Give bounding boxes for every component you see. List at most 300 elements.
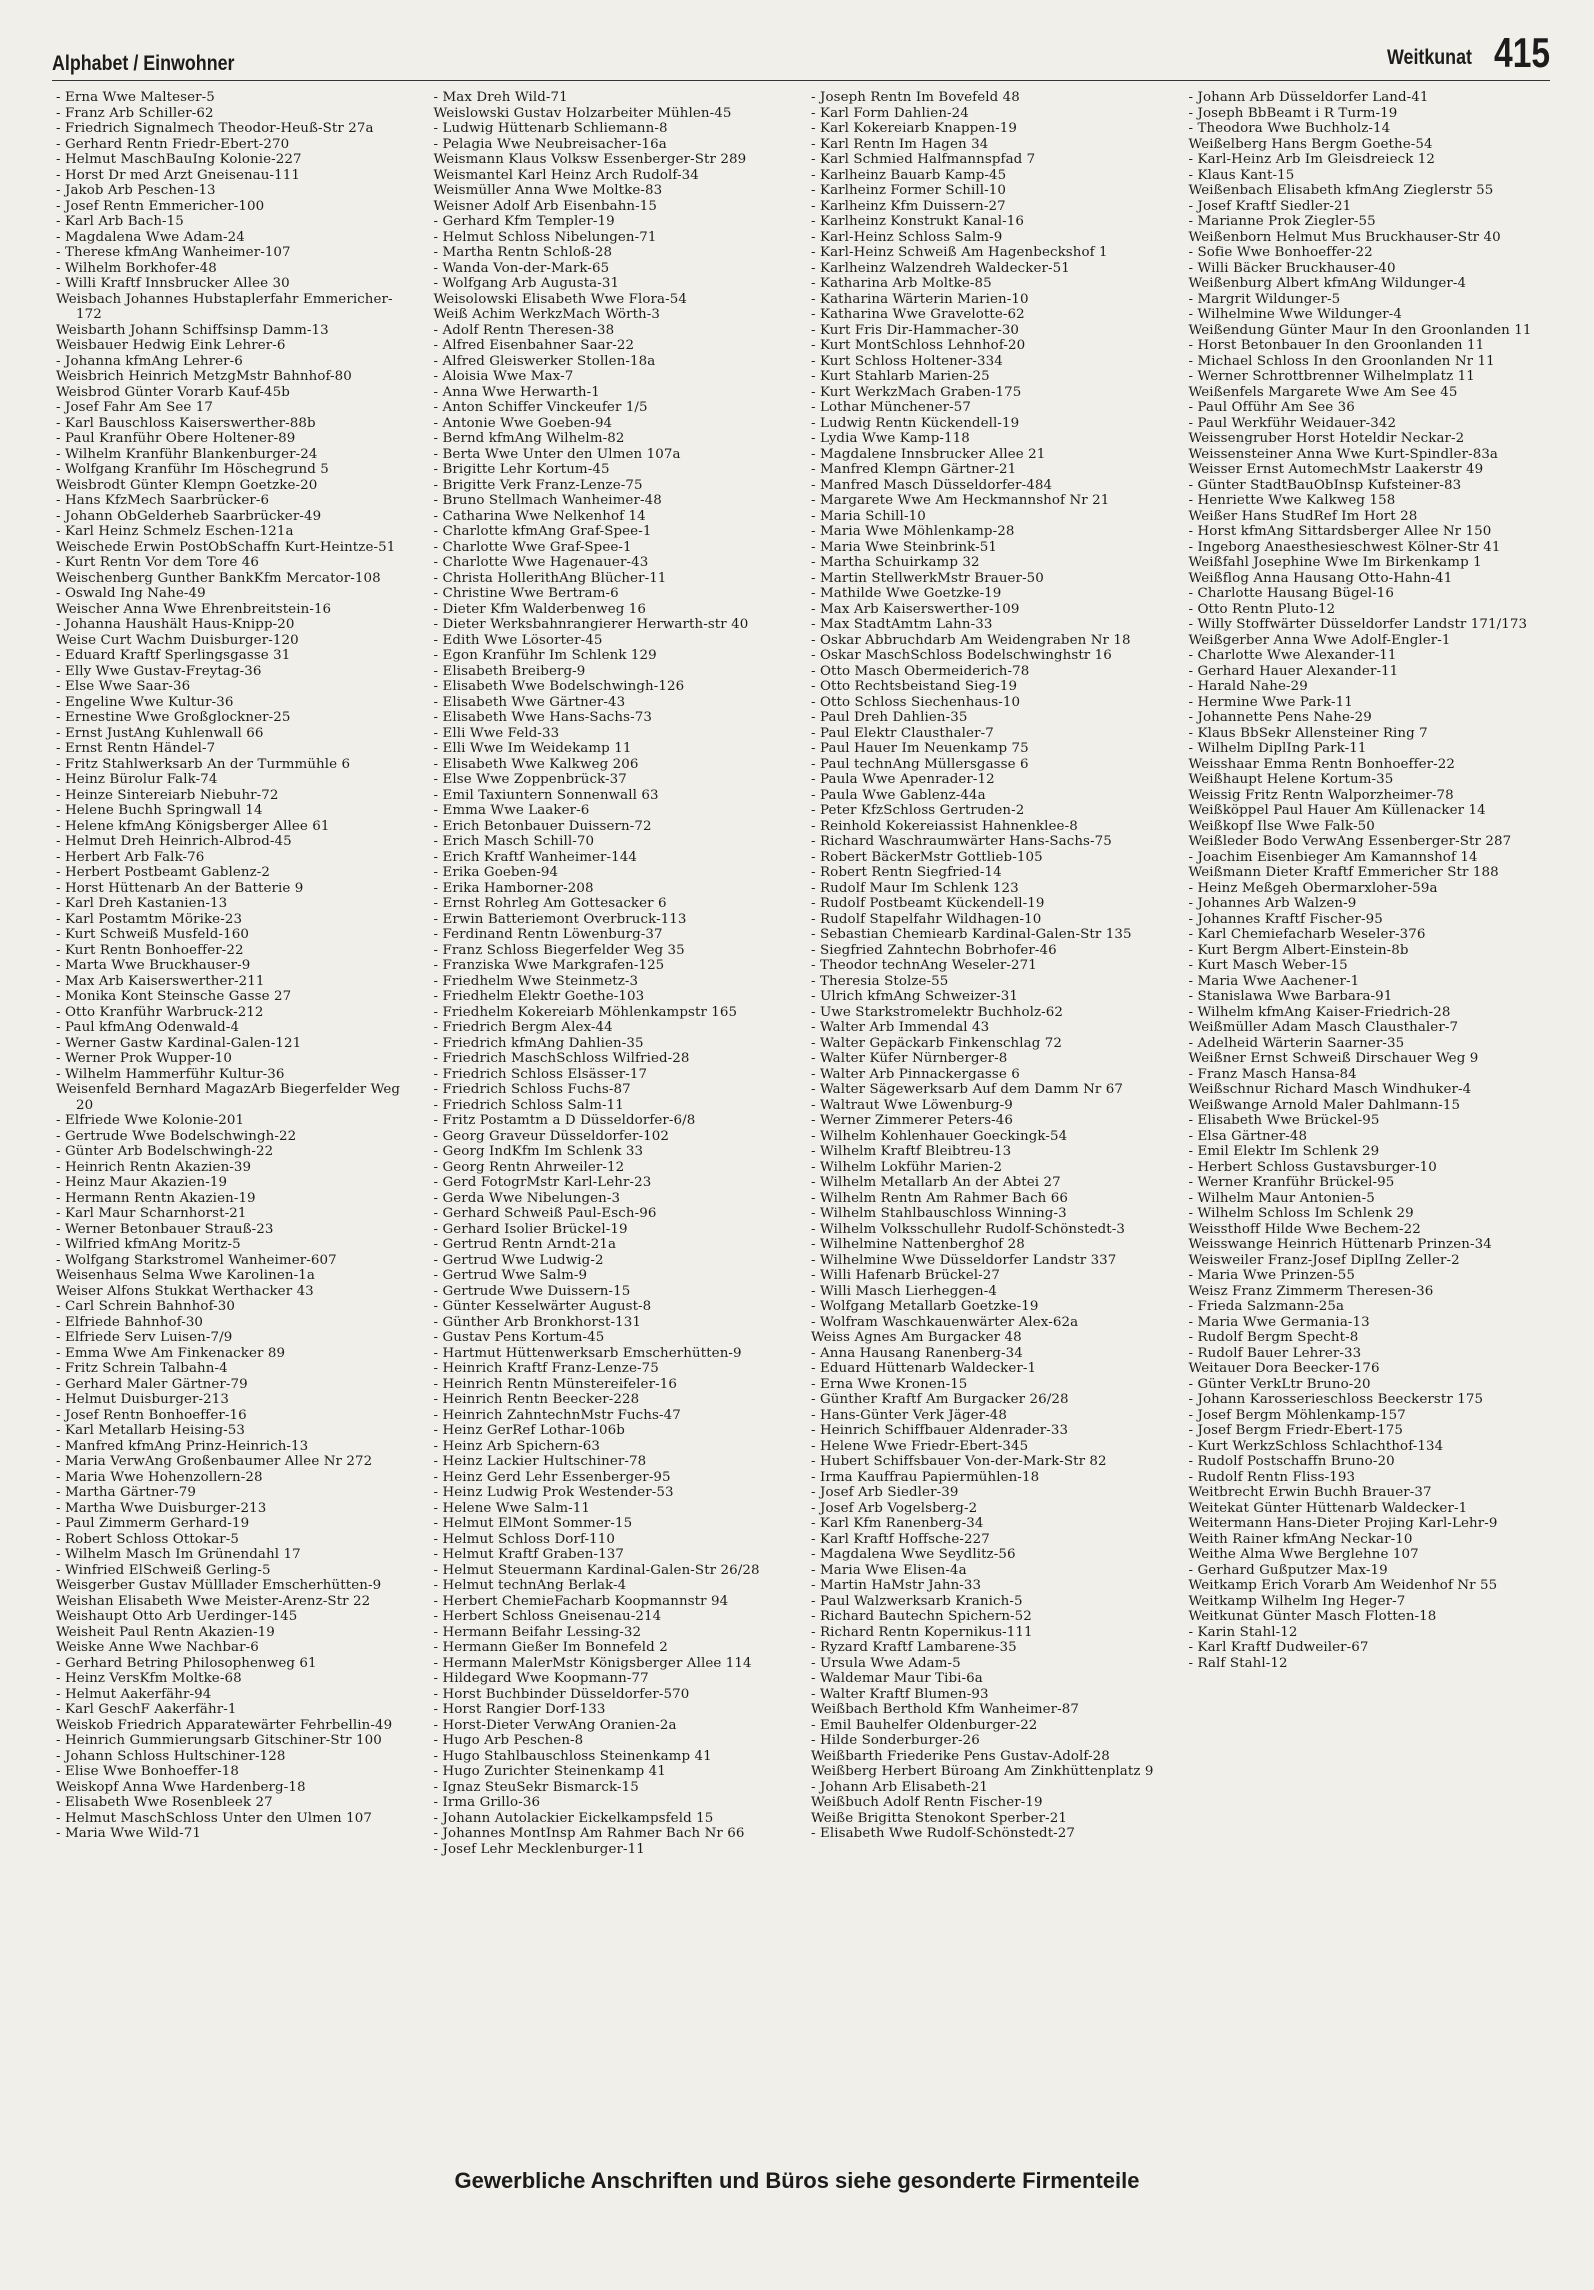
directory-entry: - Heinrich Rentn Akazien-39	[56, 1159, 252, 1175]
directory-entry: - Else Wwe Saar-36	[56, 679, 191, 694]
directory-entry: - Walter Sägewerksarb Auf dem Damm Nr 67	[811, 1082, 1123, 1097]
directory-entry: - Friedhelm Elektr Goethe-103	[433, 989, 645, 1004]
directory-entry: - Katharina Wärterin Marien-10	[811, 291, 1029, 307]
directory-entry: - Heinrich Schiffbauer Aldenrader-33	[811, 1423, 1069, 1438]
directory-entry: Weitkamp Erich Vorarb Am Weidenhof Nr 55	[1188, 1578, 1498, 1593]
directory-entry: - Paul Kranführ Obere Holtener-89	[56, 431, 296, 446]
directory-entry: Weissthoff Hilde Wwe Bechem-22	[1188, 1221, 1421, 1237]
directory-entry: - Waltraut Wwe Löwenburg-9	[811, 1097, 1013, 1113]
directory-entry: - Heinrich ZahntechnMstr Fuchs-47	[433, 1407, 681, 1423]
directory-entry: - Fritz Schrein Talbahn-4	[56, 1361, 228, 1376]
directory-entry: - Martha Rentn Schloß-28	[433, 245, 613, 260]
directory-entry: - Karlheinz Walzendreh Waldecker-51	[811, 260, 1070, 276]
directory-entry: - Dieter Kfm Walderbenweg 16	[433, 601, 647, 617]
directory-entry: Weitkamp Wilhelm Ing Heger-7	[1188, 1593, 1406, 1609]
directory-entry: Weisshaar Emma Rentn Bonhoeffer-22	[1188, 756, 1456, 772]
directory-entry: - Karl Arb Bach-15	[56, 214, 184, 229]
directory-entry: - Stanislawa Wwe Barbara-91	[1188, 989, 1393, 1004]
directory-entry: - Ludwig Hüttenarb Schliemann-8	[433, 121, 668, 136]
directory-entry: - Kurt Masch Weber-15	[1188, 958, 1348, 973]
directory-entry: - Elise Wwe Bonhoeffer-18	[56, 1764, 240, 1779]
directory-entry: - Wilhelm Kohlenhauer Goeckingk-54	[811, 1128, 1068, 1144]
directory-entry: - Heinrich Rentn Beecker-228	[433, 1392, 640, 1407]
directory-entry: - Elisabeth Wwe Bodelschwingh-126	[433, 679, 685, 694]
directory-entry: - Aloisia Wwe Max-7	[433, 369, 574, 384]
directory-entry: - Rudolf Postschaffn Bruno-20	[1188, 1454, 1395, 1469]
directory-entry: - Georg Rentn Ahrweiler-12	[433, 1159, 625, 1175]
directory-entry: - Alfred Gleiswerker Stollen-18a	[433, 353, 656, 369]
directory-entry: - Johann ObGelderheb Saarbrücker-49	[56, 508, 322, 524]
directory-entry: - Heinz Ludwig Prok Westender-53	[433, 1485, 674, 1500]
directory-entry: Weißfahl Josephine Wwe Im Birkenkamp 1	[1188, 555, 1482, 570]
directory-entry: - Helmut MaschSchloss Unter den Ulmen 107	[56, 1810, 372, 1826]
directory-entry: - Heinz Meßgeh Obermarxloher-59a	[1188, 880, 1438, 896]
directory-entry: - Winfried ElSchweiß Gerling-5	[56, 1562, 271, 1578]
directory-entry: Weiskopf Anna Wwe Hardenberg-18	[56, 1779, 306, 1795]
directory-entry: Weishan Elisabeth Wwe Meister-Arenz-Str 22	[56, 1593, 371, 1609]
directory-entry: - Herbert Arb Falk-76	[56, 849, 205, 865]
directory-entry: - Elsa Gärtner-48	[1188, 1128, 1308, 1144]
directory-entry: - Oskar Abbruchdarb Am Weidengraben Nr 18	[811, 632, 1131, 648]
directory-entry: - Gertrude Wwe Bodelschwingh-22	[56, 1128, 297, 1144]
directory-entry: - Gustav Pens Kortum-45	[433, 1330, 605, 1345]
directory-entry: - Berta Wwe Unter den Ulmen 107a	[433, 446, 681, 462]
directory-entry: - Else Wwe Zoppenbrück-37	[433, 772, 627, 787]
directory-entry: - Elfriede Wwe Kolonie-201	[56, 1113, 245, 1128]
footer-note: Gewerbliche Anschriften und Büros siehe gesonderte Firmenteile	[454, 2168, 1140, 2193]
directory-entry: - Johann Arb Düsseldorfer Land-41	[1188, 90, 1429, 105]
directory-entry: - Josef Bergm Friedr-Ebert-175	[1188, 1423, 1403, 1438]
directory-entry: - Wilhelm Schloss Im Schlenk 29	[1188, 1206, 1414, 1221]
directory-entry: Weiße Brigitta Stenokont Sperber-21	[811, 1810, 1068, 1826]
directory-entry: - Wilhelm Metallarb An der Abtei 27	[811, 1175, 1061, 1190]
directory-entry: - Emil Taxiuntern Sonnenwall 63	[433, 787, 659, 803]
directory-entry: - Hermine Wwe Park-11	[1188, 694, 1353, 710]
directory-entry: Weißmüller Adam Masch Clausthaler-7	[1188, 1020, 1459, 1035]
directory-entry: - Elly Wwe Gustav-Freytag-36	[56, 663, 262, 679]
directory-entry: - Heinrich Rentn Münstereifeler-16	[433, 1376, 677, 1392]
directory-entry: - Paul kfmAng Odenwald-4	[56, 1020, 240, 1035]
directory-entry: - Manfred Klempn Gärtner-21	[811, 462, 1017, 477]
directory-entry: - Wilhelm Maur Antonien-5	[1188, 1190, 1375, 1206]
directory-entry: - Wilhelmine Wwe Wildunger-4	[1188, 307, 1403, 322]
directory-entry: - Edith Wwe Lösorter-45	[433, 632, 603, 648]
directory-entry: - Charlotte Wwe Graf-Spee-1	[433, 539, 632, 555]
directory-entry: - Karlheinz Former Schill-10	[811, 183, 1007, 198]
directory-entry: - Kurt Rentn Vor dem Tore 46	[56, 555, 260, 570]
directory-entry: - Kurt MontSchloss Lehnhof-20	[811, 338, 1026, 353]
directory-entry: Weishaupt Otto Arb Uerdinger-145	[56, 1609, 298, 1624]
directory-entry: - Erich Masch Schill-70	[433, 834, 595, 849]
directory-entry: - Josef Kraftf Siedler-21	[1188, 198, 1352, 214]
directory-entry: Weißköppel Paul Hauer Am Küllenacker 14	[1188, 803, 1486, 818]
directory-entry: - Michael Schloss In den Groonlanden Nr 11	[1188, 353, 1495, 369]
directory-entry: - Karl Chemiefacharb Weseler-376	[1188, 927, 1426, 942]
directory-entry: Weißmann Dieter Kraftf Emmericher Str 188	[1188, 865, 1499, 880]
directory-entry: - Max Dreh Wild-71	[433, 90, 568, 105]
directory-entry: - Johann Arb Elisabeth-21	[811, 1779, 988, 1795]
directory-entry: - Maria Wwe Elisen-4a	[811, 1562, 967, 1578]
directory-entry: - Willi Hafenarb Brückel-27	[811, 1268, 1001, 1283]
directory-entry: Weißenborn Helmut Mus Bruckhauser-Str 40	[1188, 229, 1501, 245]
directory-entry: - Josef Lehr Mecklenburger-11	[433, 1841, 645, 1857]
directory-entry: - Helmut Schloss Nibelungen-71	[433, 229, 657, 245]
running-head	[1372, 29, 1550, 76]
directory-entry: - Hildegard Wwe Koopmann-77	[433, 1671, 649, 1686]
directory-entry: - Heinz Maur Akazien-19	[56, 1175, 228, 1190]
directory-entry: - Kurt WerkzSchloss Schlachthof-134	[1188, 1438, 1444, 1454]
directory-entry: - Hubert Schiffsbauer Von-der-Mark-Str 82	[811, 1454, 1107, 1469]
directory-entry: - Elisabeth Wwe Rudolf-Schönstedt-27	[811, 1826, 1076, 1841]
directory-entry: - Walter Gepäckarb Finkenschlag 72	[811, 1035, 1063, 1051]
directory-entry: - Elfriede Serv Luisen-7/9	[56, 1330, 233, 1345]
directory-entry: - Gerhard Schweiß Paul-Esch-96	[433, 1206, 657, 1221]
directory-entry: - Friedhelm Wwe Steinmetz-3	[433, 973, 639, 989]
directory-entry: - Karl-Heinz Schweiß Am Hagenbeckshof 1	[811, 245, 1108, 260]
directory-entry: - Herbert Schloss Gneisenau-214	[433, 1609, 662, 1624]
directory-entry: - Friedrich Signalmech Theodor-Heuß-Str 27a	[56, 121, 374, 136]
directory-entry: - Martha Gärtner-79	[56, 1485, 196, 1500]
directory-entry: - Heinze Sintereiarb Niebuhr-72	[56, 787, 279, 803]
directory-entry: - Jakob Arb Peschen-13	[56, 183, 216, 198]
directory-entry: - Wanda Von-der-Mark-65	[433, 260, 610, 276]
directory-entry: Weitbrecht Erwin Buchh Brauer-37	[1188, 1485, 1432, 1500]
directory-entry: Weitermann Hans-Dieter Projing Karl-Lehr-9	[1188, 1516, 1498, 1531]
directory-entry: - Wolfgang Starkstromel Wanheimer-607	[56, 1252, 337, 1268]
directory-entry: - Sofie Wwe Bonhoeffer-22	[1188, 245, 1373, 260]
directory-entry: - Gerhard Gußputzer Max-19	[1188, 1562, 1388, 1578]
directory-entry: - Wilhelm kfmAng Kaiser-Friedrich-28	[1188, 1004, 1451, 1020]
directory-entry: Weißenbach Elisabeth kfmAng Zieglerstr 55	[1188, 183, 1494, 198]
directory-entry: - Magdalene Innsbrucker Allee 21	[811, 446, 1046, 462]
directory-entry: - Pelagia Wwe Neubreisacher-16a	[433, 136, 667, 152]
directory-entry: - Willy Stoffwärter Düsseldorfer Landstr 171/173	[1188, 617, 1528, 632]
directory-entry: - Uwe Starkstromelektr Buchholz-62	[811, 1004, 1064, 1020]
directory-entry: - Frieda Salzmann-25a	[1188, 1299, 1345, 1314]
directory-entry: - Paul Hauer Im Neuenkamp 75	[811, 741, 1029, 756]
directory-entry: Weitauer Dora Beecker-176	[1188, 1361, 1380, 1376]
directory-entry: - Sebastian Chemiearb Kardinal-Galen-Str 135	[811, 927, 1132, 942]
directory-entry: - Karl Kokereiarb Knappen-19	[811, 121, 1017, 136]
directory-entry: - Elisabeth Breiberg-9	[433, 663, 586, 679]
directory-entry: - Robert Schloss Ottokar-5	[56, 1531, 240, 1547]
directory-entry: - Friedrich Schloss Salm-11	[433, 1097, 624, 1113]
directory-entry: - Werner Gastw Kardinal-Galen-121	[56, 1035, 302, 1051]
directory-entry: - Paul Walzwerksarb Kranich-5	[811, 1593, 1023, 1609]
directory-entry: - Max Arb Kaiserswerther-109	[811, 601, 1020, 617]
directory-entry: - Charlotte Wwe Hagenauer-43	[433, 555, 649, 570]
directory-entry: Weissig Fritz Rentn Walporzheimer-78	[1188, 787, 1454, 803]
directory-entry: - Maria Wwe Möhlenkamp-28	[811, 524, 1015, 539]
directory-entry: - Werner Schrottbrenner Wilhelmplatz 11	[1188, 369, 1475, 384]
directory-entry: - Erna Wwe Malteser-5	[56, 90, 215, 105]
directory-entry: - Ludwig Rentn Kückendell-19	[811, 415, 1020, 431]
directory-entry: Weißbarth Friederike Pens Gustav-Adolf-28	[811, 1748, 1110, 1764]
directory-entry: - Werner Prok Wupper-10	[56, 1051, 233, 1066]
directory-entry: - Gertrude Wwe Duissern-15	[433, 1283, 631, 1299]
directory-entry: - Otto Rentn Pluto-12	[1188, 601, 1336, 617]
directory-entry: - Gertrud Wwe Ludwig-2	[433, 1252, 604, 1268]
directory-entry: - Egon Kranführ Im Schlenk 129	[433, 648, 657, 663]
directory-entry: - Willi Masch Lierheggen-4	[811, 1283, 998, 1299]
directory-entry: - Walter Küfer Nürnberger-8	[811, 1051, 1008, 1066]
directory-entry: - Horst kfmAng Sittardsberger Allee Nr 150	[1188, 524, 1492, 539]
page-number: 415	[1493, 29, 1550, 76]
directory-entry: - Eduard Hüttenarb Waldecker-1	[811, 1361, 1037, 1376]
directory-entry: - Fritz Postamtm a D Düsseldorfer-6/8	[433, 1113, 696, 1128]
directory-entry: - Franz Schloss Biegerfelder Weg 35	[433, 942, 685, 958]
directory-entry: - Dieter Werksbahnrangierer Herwarth-str 40	[433, 617, 749, 632]
directory-entry: - Johann Karosserieschloss Beeckerstr 175	[1188, 1392, 1484, 1407]
directory-entry: - Erwin Batteriemont Overbruck-113	[433, 911, 687, 927]
directory-entry: - Paula Wwe Apenrader-12	[811, 772, 995, 787]
directory-entry: Weislowski Gustav Holzarbeiter Mühlen-45	[433, 105, 732, 121]
directory-entry: - Klaus Kant-15	[1188, 167, 1295, 183]
directory-entry: - Paul Elektr Clausthaler-7	[811, 725, 994, 741]
directory-entry: - Horst Rangier Dorf-133	[433, 1702, 606, 1717]
directory-entry: - Johanna Haushält Haus-Knipp-20	[56, 617, 295, 632]
directory-entry: - Josef Bergm Möhlenkamp-157	[1188, 1407, 1406, 1423]
directory-entry: - Karl Rentn Im Hagen 34	[811, 136, 989, 152]
directory-entry: - Elisabeth Wwe Hans-Sachs-73	[433, 710, 652, 725]
directory-entry: - Kurt Bergm Albert-Einstein-8b	[1188, 942, 1409, 958]
directory-entry: - Hermann Beifahr Lessing-32	[433, 1624, 642, 1640]
directory-entry: - Martha Schuirkamp 32	[811, 555, 980, 570]
directory-entry: - Erich Betonbauer Duissern-72	[433, 818, 652, 834]
directory-entry: - Mathilde Wwe Goetzke-19	[811, 586, 1002, 601]
directory-entry: Weißberg Herbert Büroang Am Zinkhüttenplatz 9	[811, 1764, 1154, 1779]
directory-entry: - Paul Offühr Am See 36	[1188, 400, 1355, 415]
directory-entry: - Horst Dr med Arzt Gneisenau-111	[56, 167, 300, 183]
directory-entry: - Joseph Rentn Im Bovefeld 48	[811, 90, 1020, 105]
directory-entry: - Friedrich Schloss Fuchs-87	[433, 1082, 631, 1097]
directory-entry: - Willi Bäcker Bruckhauser-40	[1188, 260, 1396, 276]
directory-entry: - Helmut Steuermann Kardinal-Galen-Str 26/28	[433, 1562, 760, 1578]
directory-entry: - Werner Betonbauer Strauß-23	[56, 1221, 274, 1237]
directory-entry: - Erich Kraftf Wanheimer-144	[433, 849, 638, 865]
directory-entry: - Siegfried Zahntechn Bobrhofer-46	[811, 942, 1057, 958]
directory-entry: - Wolfgang Arb Augusta-31	[433, 276, 620, 291]
directory-entry: - Karl Form Dahlien-24	[811, 105, 969, 121]
directory-entry: - Johannes Arb Walzen-9	[1188, 896, 1357, 911]
directory-entry: - Franziska Wwe Markgrafen-125	[433, 958, 665, 973]
directory-entry: - Karl Kraftf Dudweiler-67	[1188, 1640, 1369, 1655]
directory-entry: - Elfriede Bahnhof-30	[56, 1314, 204, 1330]
directory-entry: Weisbrod Günter Vorarb Kauf-45b	[56, 384, 290, 400]
directory-entry: - Charlotte Hausang Bügel-16	[1188, 586, 1395, 601]
directory-entry: - Helene Wwe Salm-11	[433, 1500, 591, 1516]
directory-entry: - Rudolf Postbeamt Kückendell-19	[811, 896, 1045, 911]
directory-entry: - Werner Kranführ Brückel-95	[1188, 1175, 1395, 1190]
directory-entry: - Karl Kfm Ranenberg-34	[811, 1516, 984, 1531]
directory-entry: - Brigitte Verk Franz-Lenze-75	[433, 477, 643, 493]
directory-entry: - Robert Rentn Siegfried-14	[811, 865, 1002, 880]
directory-entry: - Therese kfmAng Wanheimer-107	[56, 245, 291, 260]
directory-entry: - Marianne Prok Ziegler-55	[1188, 214, 1376, 229]
directory-entry: - Reinhold Kokereiassist Hahnenklee-8	[811, 818, 1078, 834]
directory-entry: - Alfred Eisenbahner Saar-22	[433, 338, 635, 353]
directory-entry: - Max Arb Kaiserswerther-211	[56, 973, 265, 989]
directory-entry: - Günther Arb Bronkhorst-131	[433, 1314, 641, 1330]
directory-entry: - Anna Hausang Ranenberg-34	[811, 1345, 1023, 1361]
directory-entry: - Gerda Wwe Nibelungen-3	[433, 1190, 621, 1206]
directory-entry: - Horst-Dieter VerwAng Oranien-2a	[433, 1717, 677, 1733]
directory-entry: - Lydia Wwe Kamp-118	[811, 431, 970, 446]
directory-entry: - Helmut ElMont Sommer-15	[433, 1516, 633, 1531]
directory-entry: Weiss Agnes Am Burgacker 48	[811, 1330, 1022, 1345]
directory-entry: - Herbert Schloss Gustavsburger-10	[1188, 1159, 1437, 1175]
page-header	[52, 29, 1550, 82]
directory-entry: - Maria Wwe Wild-71	[56, 1826, 201, 1841]
directory-entry: - Gerhard Isolier Brückel-19	[433, 1221, 628, 1237]
column-3	[807, 90, 1173, 2165]
directory-entry: - Herbert Postbeamt Gablenz-2	[56, 865, 270, 880]
directory-entry: Weissensteiner Anna Wwe Kurt-Spindler-83a	[1188, 446, 1499, 462]
directory-entry: - Elisabeth Wwe Rosenbleek 27	[56, 1795, 273, 1810]
directory-entry: - Oswald Ing Nahe-49	[56, 586, 206, 601]
directory-entry: - Rudolf Bauer Lehrer-33	[1188, 1345, 1362, 1361]
directory-entry: - Rudolf Rentn Fliss-193	[1188, 1469, 1356, 1485]
directory-entry: Weisbrodt Günter Klempn Goetzke-20	[56, 477, 318, 493]
directory-entry: - Johann Autolackier Eickelkampsfeld 15	[433, 1810, 714, 1826]
directory-entry: - Helmut Kraftf Graben-137	[433, 1547, 624, 1562]
directory-entry: - Walter Kraftf Blumen-93	[811, 1686, 989, 1702]
directory-entry: - Karl GeschF Aakerfähr-1	[56, 1702, 237, 1717]
directory-entry: - Helmut Dreh Heinrich-Albrod-45	[56, 834, 292, 849]
directory-entry: - Erika Goeben-94	[433, 865, 559, 880]
directory-entry: Weißenfels Margarete Wwe Am See 45	[1188, 384, 1458, 400]
column-2	[430, 90, 796, 2165]
directory-entry: Weisenfeld Bernhard MagazArb Biegerfelder Weg 20	[56, 1082, 401, 1113]
directory-entry: - Wilfried kfmAng Moritz-5	[56, 1237, 241, 1252]
directory-entry: - Wolfgang Kranführ Im Höschegrund 5	[56, 462, 329, 477]
directory-entry: Weismann Klaus Volksw Essenberger-Str 289	[433, 152, 747, 167]
directory-entry: Weismantel Karl Heinz Arch Rudolf-34	[433, 167, 699, 183]
directory-entry: - Gerhard Rentn Friedr-Ebert-270	[56, 136, 290, 152]
directory-entry: - Hermann MalerMstr Königsberger Allee 114	[433, 1655, 752, 1671]
column-1	[52, 90, 418, 2165]
directory-entry: Weise Curt Wachm Duisburger-120	[56, 632, 299, 648]
directory-entry: - Karlheinz Konstrukt Kanal-16	[811, 214, 1025, 229]
directory-entry: - Adolf Rentn Theresen-38	[433, 322, 615, 338]
directory-entry: - Harald Nahe-29	[1188, 679, 1308, 694]
directory-entry: Weißbach Berthold Kfm Wanheimer-87	[811, 1702, 1080, 1717]
directory-entry: - Johannette Pens Nahe-29	[1188, 710, 1372, 725]
directory-entry: - Wilhelmine Nattenberghof 28	[811, 1237, 1025, 1252]
directory-entry: - Anna Wwe Herwarth-1	[433, 384, 600, 400]
directory-entry: - Wilhelm DiplIng Park-11	[1188, 741, 1367, 756]
directory-entry: - Engeline Wwe Kultur-36	[56, 694, 234, 710]
directory-entry: - Heinz GerRef Lothar-106b	[433, 1423, 625, 1438]
directory-entry: - Kurt Schweiß Musfeld-160	[56, 927, 249, 942]
directory-entry: - Ursula Wwe Adam-5	[811, 1655, 961, 1671]
directory-entry: - Karl-Heinz Arb Im Gleisdreieck 12	[1188, 152, 1436, 167]
directory-entry: - Elisabeth Wwe Kalkweg 206	[433, 756, 639, 772]
directory-entry: - Otto Masch Obermeiderich-78	[811, 663, 1030, 679]
directory-entry: - Josef Rentn Emmericher-100	[56, 198, 265, 214]
directory-entry: - Manfred Masch Düsseldorfer-484	[811, 477, 1053, 493]
directory-entry: - Hugo Zurichter Steinenkamp 41	[433, 1764, 666, 1779]
directory-entry: Weischer Anna Wwe Ehrenbreitstein-16	[56, 601, 332, 617]
directory-entry: - Karl Metallarb Heising-53	[56, 1423, 245, 1438]
directory-entry: Weisz Franz Zimmerm Theresen-36	[1188, 1283, 1434, 1299]
directory-entry: - Karin Stahl-12	[1188, 1624, 1298, 1640]
directory-entry: - Ernst Rohrleg Am Gottesacker 6	[433, 896, 667, 911]
directory-entry: Weisheit Paul Rentn Akazien-19	[56, 1624, 275, 1640]
directory-entry: - Gerd FotogrMstr Karl-Lehr-23	[433, 1175, 652, 1190]
directory-entry: Weisner Adolf Arb Eisenbahn-15	[433, 198, 657, 214]
directory-entry: - Elli Wwe Im Weidekamp 11	[433, 741, 632, 756]
directory-entry: - Erika Hamborner-208	[433, 880, 594, 896]
directory-entry: - Karl Heinz Schmelz Eschen-121a	[56, 524, 294, 539]
directory-entry: - Margarete Wwe Am Heckmannshof Nr 21	[811, 493, 1110, 508]
directory-entry: - Ernestine Wwe Großglockner-25	[56, 710, 291, 725]
directory-entry: - Emma Wwe Laaker-6	[433, 803, 590, 818]
header-rule	[52, 80, 1550, 81]
directory-entry: - Heinz Bürolur Falk-74	[56, 772, 218, 787]
directory-entry: - Carl Schrein Bahnhof-30	[56, 1299, 236, 1314]
directory-entry: - Theodor technAng Weseler-271	[811, 958, 1037, 973]
directory-entry: - Bruno Stellmach Wanheimer-48	[433, 493, 662, 508]
directory-entry: - Ignaz SteuSekr Bismarck-15	[433, 1779, 639, 1795]
directory-entry: - Anton Schiffer Vinckeufer 1/5	[433, 400, 648, 415]
directory-entry: - Heinz Arb Spichern-63	[433, 1438, 600, 1454]
directory-entry: - Paul Zimmerm Gerhard-19	[56, 1516, 250, 1531]
directory-entry: - Gertrud Wwe Salm-9	[433, 1268, 588, 1283]
directory-entry: - Otto Schloss Siechenhaus-10	[811, 694, 1021, 710]
directory-entry: - Walter Arb Immendal 43	[811, 1020, 990, 1035]
directory-entry: - Emil Bauhelfer Oldenburger-22	[811, 1717, 1038, 1733]
directory-entry: - Charlotte Wwe Alexander-11	[1188, 648, 1397, 663]
directory-entry: - Wilhelm Borkhofer-48	[56, 260, 217, 276]
directory-entry: - Karl Schmied Halfmannspfad 7	[811, 152, 1036, 167]
directory-entry: Weißbuch Adolf Rentn Fischer-19	[811, 1795, 1043, 1810]
directory-entry: - Erna Wwe Kronen-15	[811, 1376, 968, 1392]
directory-entry: - Theodora Wwe Buchholz-14	[1188, 121, 1391, 136]
directory-entry: Weißgerber Anna Wwe Adolf-Engler-1	[1188, 632, 1451, 648]
directory-entry: Weisbach Johannes Hubstaplerfahr Emmericher-172	[56, 291, 393, 322]
directory-entry: - Elli Wwe Feld-33	[433, 725, 560, 741]
directory-entry: - Magdalena Wwe Adam-24	[56, 229, 245, 245]
directory-entry: Weißner Ernst Schweiß Dirschauer Weg 9	[1188, 1051, 1479, 1066]
directory-entry: Weißschnur Richard Masch Windhuker-4	[1188, 1082, 1472, 1097]
directory-entry: - Karl Kraftf Hoffsche-227	[811, 1531, 990, 1547]
directory-entry: - Wilhelm Kraftf Bleibtreu-13	[811, 1144, 1012, 1159]
directory-entry: - Wilhelm Lokführ Marien-2	[811, 1159, 1003, 1175]
directory-entry: - Karl-Heinz Schloss Salm-9	[811, 229, 1003, 245]
directory-entry: - Waldemar Maur Tibi-6a	[811, 1671, 983, 1686]
directory-entry: - Heinrich Gummierungsarb Gitschiner-Str 100	[56, 1733, 382, 1748]
directory-entry: Weisenhaus Selma Wwe Karolinen-1a	[56, 1268, 315, 1283]
running-head-name: Weitkunat	[1386, 46, 1472, 69]
directory-entry: - Willi Kraftf Innsbrucker Allee 30	[56, 276, 290, 291]
directory-entry: - Manfred kfmAng Prinz-Heinrich-13	[56, 1438, 309, 1454]
directory-entry: - Hans-Günter Verk Jäger-48	[811, 1407, 1008, 1423]
directory-entry: - Josef Arb Vogelsberg-2	[811, 1500, 978, 1516]
directory-entry: Weisbarth Johann Schiffsinsp Damm-13	[56, 322, 329, 338]
directory-entry: - Wilhelmine Wwe Düsseldorfer Landstr 337	[811, 1252, 1117, 1268]
directory-entry: - Hugo Arb Peschen-8	[433, 1733, 584, 1748]
directory-entry: - Helmut Schloss Dorf-110	[433, 1531, 616, 1547]
directory-entry: - Maria Wwe Aachener-1	[1188, 973, 1360, 989]
directory-entry: - Josef Fahr Am See 17	[56, 400, 214, 415]
directory-entry: - Irma Kauffrau Papiermühlen-18	[811, 1469, 1040, 1485]
directory-entry: - Franz Arb Schiller-62	[56, 105, 214, 121]
directory-entry: - Wilhelm Hammerführ Kultur-36	[56, 1066, 285, 1082]
directory-entry: - Bernd kfmAng Wilhelm-82	[433, 431, 625, 446]
directory-entry: - Lothar Münchener-57	[811, 400, 972, 415]
directory-columns	[52, 90, 1550, 2165]
